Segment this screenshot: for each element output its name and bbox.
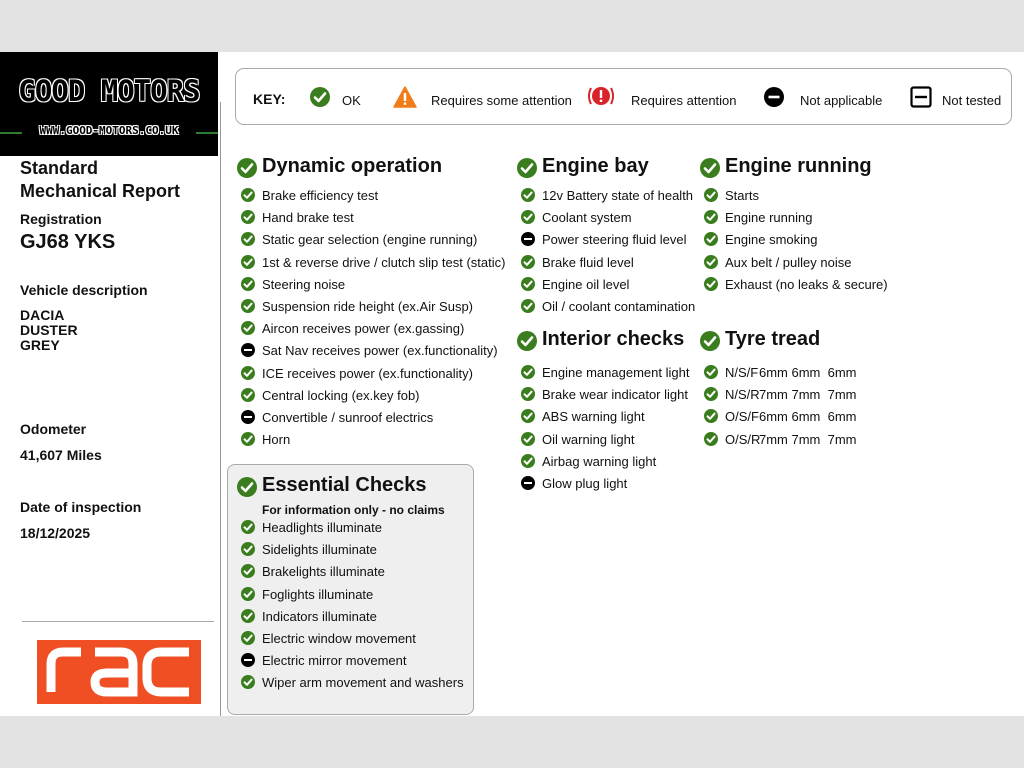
ok-check-icon: [521, 277, 535, 291]
ok-check-icon: [521, 255, 535, 269]
ok-check-icon: [521, 210, 535, 224]
tyre-tread-depths: 6mm 6mm 6mm: [759, 365, 857, 380]
ok-check-icon: [521, 454, 535, 468]
tyre-tread-depths: 7mm 7mm 7mm: [759, 387, 857, 403]
not-applicable-icon: [241, 410, 255, 424]
rac-logo: [37, 640, 201, 704]
registration-label: Registration: [20, 211, 102, 227]
panel-divider: [220, 102, 221, 716]
key-label: KEY:: [253, 91, 286, 107]
tyre-position: N/S/R: [725, 387, 760, 403]
check-item-label: ICE receives power (ex.functionality): [262, 365, 473, 381]
check-item-label: Wiper arm movement and washers: [262, 675, 464, 691]
check-item-label: ABS warning light: [542, 409, 645, 425]
report-page: GOOD MOTORS WWW.GOOD-MOTORS.CO.UK Standard Mechanical Report Registration GJ68 YKS Vehicle description DACIA DUSTER GREY Odometer 41,607 Miles Date of inspection 18/12/2025 KEY: OK Requires some attention Requires attention Not applicable Not tested Dynamic operation Brake efficiency test Hand brake test Static gear selection (engine running) 1st & reverse drive / clutch slip test (static) Steering noise Suspension ride height (ex.Air Susp) Aircon receives power (ex.gassing) Sat Nav receives power (ex.functionality) ICE receives power (ex.functionality) Central locking (ex.key fob) Convertible / sunroof electrics Horn Essential Checks For information only - no claims Headlights illuminate Sidelights illuminate Brakelights illuminate Foglights illuminate Indicators illuminate Electric window movement Electric mirror movement Wiper arm movement and washers Engine bay 12v Battery state of health Coolant system Power steering fluid level Brake fluid level Engine oil level Oil / coolant contamination Interior checks Engine management light Brake wear indicator light ABS warning light Oil warning light Airbag warning light Glow plug light Engine running Starts Engine running Engine smoking Aux belt / pulley noise Exhaust (no leaks & secure) Tyre tread N/S/F 6mm 6mm 6mm N/S/R 7mm 7mm 7mm O/S/F 6mm 6mm 6mm O/S/R 7mm 7mm 7mm: [0, 52, 1024, 716]
ok-check-icon: [704, 409, 718, 423]
ok-check-icon: [241, 432, 255, 446]
key-not-tested-label: Not tested: [942, 93, 1002, 108]
key-some-attention-label: Requires some attention: [431, 93, 572, 108]
ok-check-icon: [241, 631, 255, 645]
section-check-icon: [237, 158, 257, 178]
not-applicable-icon: [764, 87, 784, 112]
logo-title: GOOD MOTORS: [18, 74, 200, 108]
warning-triangle-icon: [393, 86, 417, 113]
check-item-label: Foglights illuminate: [262, 586, 374, 602]
ok-check-icon: [521, 387, 535, 401]
odometer-value: 41,607 Miles: [20, 447, 102, 463]
check-item-label: Central locking (ex.key fob): [262, 387, 420, 403]
not-tested-icon: [910, 86, 932, 113]
check-item-label: Glow plug light: [542, 476, 628, 491]
ok-check-icon: [241, 277, 255, 291]
check-item-label: Suspension ride height (ex.Air Susp): [262, 299, 474, 314]
not-applicable-icon: [241, 653, 255, 667]
registration-value: GJ68 YKS: [20, 231, 116, 253]
check-item-label: Engine oil level: [542, 276, 630, 292]
ok-check-icon: [704, 432, 718, 446]
check-item-label: Starts: [725, 188, 759, 203]
ok-check-icon: [241, 255, 255, 269]
ok-check-icon: [241, 210, 255, 224]
ok-check-icon: [241, 188, 255, 202]
check-item-label: Headlights illuminate: [262, 520, 382, 535]
check-item-label: Aux belt / pulley noise: [725, 254, 852, 270]
report-title-line2: Mechanical Report: [20, 181, 181, 201]
ok-check-icon: [241, 675, 255, 689]
section-check-icon: [237, 477, 257, 497]
tyre-position: N/S/F: [725, 365, 759, 380]
ok-check-icon: [241, 542, 255, 556]
tyre-position: O/S/R: [725, 431, 761, 447]
check-item-label: Exhaust (no leaks & secure): [725, 276, 888, 292]
ok-check-icon: [521, 188, 535, 202]
check-item-label: Static gear selection (engine running): [262, 232, 478, 248]
ok-check-icon: [704, 387, 718, 401]
not-applicable-icon: [521, 476, 535, 490]
status-key: [235, 68, 1012, 125]
check-item-label: Sat Nav receives power (ex.functionality): [262, 343, 498, 359]
ok-check-icon: [241, 299, 255, 313]
ok-check-icon: [521, 432, 535, 446]
vehicle-colour: GREY: [20, 337, 60, 353]
section-check-icon: [517, 158, 537, 178]
check-item-label: Convertible / sunroof electrics: [262, 410, 434, 425]
check-item-label: 1st & reverse drive / clutch slip test (static): [262, 254, 506, 270]
logo-line-right: [196, 132, 218, 134]
ok-check-icon: [241, 564, 255, 578]
check-item-label: Airbag warning light: [542, 453, 657, 469]
attention-alert-icon: [587, 85, 615, 112]
check-item-label: Brakelights illuminate: [262, 564, 385, 580]
check-item-label: Electric window movement: [262, 631, 416, 646]
ok-check-icon: [241, 321, 255, 335]
check-item-label: 12v Battery state of health: [542, 188, 694, 203]
ok-check-icon: [704, 232, 718, 246]
check-item-label: Steering noise: [262, 276, 346, 292]
check-item-label: Indicators illuminate: [262, 608, 377, 624]
ok-check-icon: [521, 365, 535, 379]
ok-check-icon: [310, 87, 330, 112]
ok-check-icon: [704, 210, 718, 224]
key-attention-label: Requires attention: [631, 93, 737, 108]
key-ok-label: OK: [342, 93, 361, 108]
essential-checks-subtitle: For information only - no claims: [262, 503, 445, 517]
check-item-label: Oil warning light: [542, 431, 635, 447]
check-item-label: Coolant system: [542, 210, 632, 226]
check-item-label: Horn: [262, 432, 291, 448]
ok-check-icon: [241, 609, 255, 623]
check-item-label: Brake efficiency test: [262, 188, 379, 203]
check-item-label: Sidelights illuminate: [262, 542, 377, 558]
not-applicable-icon: [521, 232, 535, 246]
vehicle-description-label: Vehicle description: [20, 282, 148, 298]
left-panel-divider: [22, 621, 214, 622]
report-title-line1: Standard: [20, 158, 99, 178]
ok-check-icon: [521, 299, 535, 313]
check-item-label: Engine running: [725, 210, 813, 226]
key-na-label: Not applicable: [800, 93, 883, 108]
tyre-position: O/S/F: [725, 409, 759, 425]
ok-check-icon: [241, 232, 255, 246]
odometer-label: Odometer: [20, 421, 87, 437]
ok-check-icon: [241, 520, 255, 534]
section-check-icon: [700, 331, 720, 351]
logo-url: WWW.GOOD-MOTORS.CO.UK: [39, 124, 179, 137]
inspection-date-label: Date of inspection: [20, 499, 142, 515]
ok-check-icon: [241, 366, 255, 380]
tyre-tread-depths: 6mm 6mm 6mm: [759, 409, 857, 425]
tyre-tread-depths: 7mm 7mm 7mm: [759, 431, 857, 447]
check-item-label: Engine smoking: [725, 232, 818, 248]
check-item-label: Oil / coolant contamination: [542, 299, 696, 314]
ok-check-icon: [241, 587, 255, 601]
inspection-date-value: 18/12/2025: [20, 525, 91, 541]
check-item-label: Power steering fluid level: [542, 232, 687, 248]
good-motors-logo: [0, 52, 218, 156]
check-item-label: Aircon receives power (ex.gassing): [262, 321, 465, 337]
not-applicable-icon: [241, 343, 255, 357]
check-item-label: Hand brake test: [262, 210, 354, 226]
check-item-label: Engine management light: [542, 365, 690, 380]
ok-check-icon: [704, 365, 718, 379]
section-check-icon: [517, 331, 537, 351]
vehicle-model: DUSTER: [20, 322, 78, 338]
ok-check-icon: [704, 188, 718, 202]
ok-check-icon: [704, 277, 718, 291]
check-item-label: Electric mirror movement: [262, 653, 407, 669]
ok-check-icon: [704, 255, 718, 269]
vehicle-info-panel: [0, 52, 218, 716]
ok-check-icon: [241, 388, 255, 402]
section-check-icon: [700, 158, 720, 178]
vehicle-make: DACIA: [20, 307, 65, 323]
check-item-label: Brake wear indicator light: [542, 387, 688, 403]
check-item-label: Brake fluid level: [542, 254, 634, 270]
ok-check-icon: [521, 409, 535, 423]
